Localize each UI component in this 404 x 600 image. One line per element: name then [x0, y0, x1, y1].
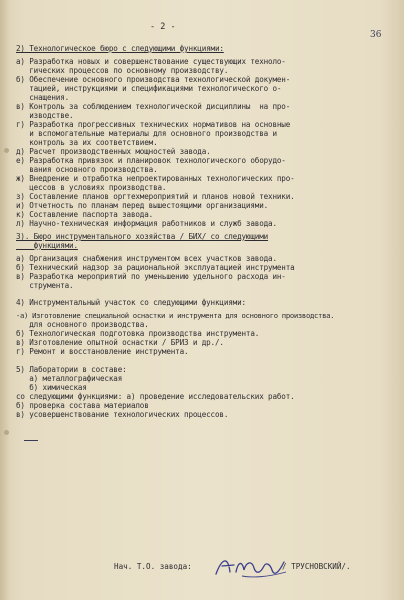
text-line: снащения.	[16, 92, 70, 102]
text-line: б) Технический надзор за рациональной эксплуатацией инструмента	[16, 262, 295, 272]
text-line: в) Разработка мероприятий по уменьшению удельного расхода ин-	[16, 271, 286, 281]
text-line: контроль за их соответствием.	[16, 137, 158, 147]
archive-number: 36	[370, 30, 382, 40]
text-line: д) Расчет производственных мощностей завода.	[16, 147, 211, 157]
text-line: со следующими функциями: а) проведение исследовательских работ.	[16, 391, 295, 401]
margin-mark	[24, 436, 38, 441]
text-line: и) Отчетность по планам перед вышестоящими организациями.	[16, 201, 269, 211]
signature-label: Нач. Т.О. завода:	[114, 562, 192, 571]
text-line: з) Составление планов оргтехмероприятий и планов новой техники.	[16, 192, 295, 202]
text-line: для основного производства.	[16, 319, 149, 329]
text-line: в) усовершенствование технологических процессов.	[16, 409, 229, 419]
page-number: - 2 -	[150, 22, 176, 32]
text-line: а) металлографическая	[16, 373, 123, 383]
text-line: а) Разработка новых и совершенствование существующих техноло-	[16, 56, 286, 66]
binder-hole	[4, 148, 9, 153]
text-line: цессов в условиях производства.	[16, 183, 167, 193]
text-line: л) Научно-техническая информация работников и служб завода.	[16, 219, 277, 229]
typed-text	[16, 44, 396, 419]
text-line: тацией, инструкциями и спецификациями технологического о-	[16, 83, 282, 93]
section-heading: 3). Бюро инструментального хозяйства / БИХ/ со следующими	[16, 231, 269, 241]
text-line: г) Разработка прогрессивных технических нормативов на основные	[16, 119, 291, 129]
binder-hole	[4, 430, 9, 435]
text-line: и вспомогательные материалы для основного производства и	[16, 128, 277, 138]
section-heading: 4) Инструментальный участок со следующими функциями:	[16, 298, 246, 308]
text-line: в) Изготовление опытной оснастки / БРИЗ и др./.	[16, 337, 224, 347]
text-line: а) Организация снабжения инструментом всех участков завода.	[16, 253, 277, 263]
section-heading: 2) Технологическое бюро с следующими функциями:	[16, 44, 224, 53]
text-line: б) химическая	[16, 382, 87, 392]
text-line: гических процессов по основному производству.	[16, 65, 229, 75]
signatory-name: / ТРУСНОВСКИЙ/.	[282, 562, 351, 571]
handwritten-signature	[212, 554, 292, 580]
text-line: в) Контроль за соблюдением технологической дисциплины на про-	[16, 101, 291, 111]
section-heading: 5) Лаборатории в составе:	[16, 364, 127, 374]
text-line: е) Разработка привязок и планировок технологического оборудо-	[16, 156, 286, 166]
text-line: к) Составление паспорта завода.	[16, 210, 154, 220]
text-line: струмента.	[16, 280, 74, 290]
text-line: ж) Внедрение и отработка непроектированных технологических про-	[16, 174, 295, 184]
text-line: б) Обеспечение основного производства технологической докумен-	[16, 74, 291, 84]
text-line: б) проверка состава материалов	[16, 400, 149, 410]
text-line: изводстве.	[16, 110, 74, 120]
text-line: -а) Изготовление специальной оснастки и инструмента для основного производства.	[16, 310, 335, 320]
section-heading: функциями.	[16, 240, 78, 250]
text-line: г) Ремонт и восстановление инструмента.	[16, 346, 189, 356]
text-line: б) Технологическая подготовка производства инструмента.	[16, 328, 260, 338]
text-line: вания основного производства.	[16, 165, 158, 175]
page-edge	[0, 0, 10, 600]
